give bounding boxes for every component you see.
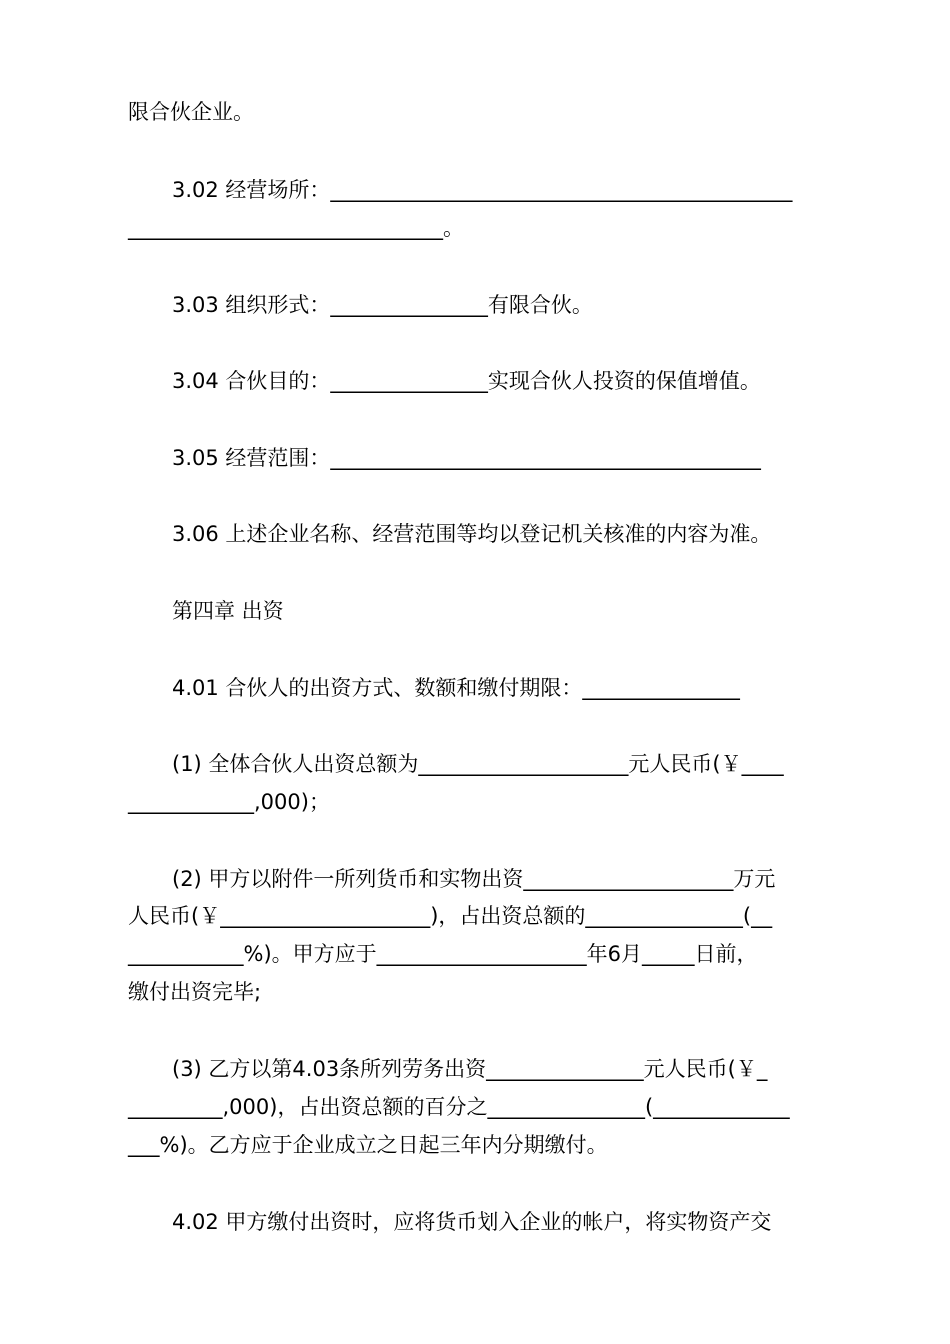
clause-3-02-continuation: ______________________________。 [128,216,464,240]
item-2-continuation-2: ___________%)。甲方应于____________________年6月_____日前， [128,942,758,966]
item-3-continuation-2: ___%)。乙方应于企业成立之日起三年内分期缴付。 [128,1133,608,1157]
clause-3-04-partnership-purpose: 3.04 合伙目的：_______________实现合伙人投资的保值增值。 [172,369,761,393]
clause-3-06-registration-note: 3.06 上述企业名称、经营范围等均以登记机关核准的内容为准。 [172,522,772,546]
clause-3-05-business-scope: 3.05 经营范围：_________________________________________ [172,446,761,470]
item-3-party-b-contribution: (3) 乙方以第4.03条所列劳务出资_______________元人民币(￥_ [172,1057,768,1081]
item-2-party-a-contribution: (2) 甲方以附件一所列货币和实物出资____________________万元 [172,867,776,891]
chapter-4-heading: 第四章 出资 [172,599,284,623]
clause-3-03-organization-form: 3.03 组织形式：_______________有限合伙。 [172,293,593,317]
item-2-continuation-1: 人民币(￥____________________)，占出资总额的_______________(__ [128,904,773,928]
item-3-continuation-1: _________,000)，占出资总额的百分之_______________(_____________ [128,1095,790,1119]
item-1-total-contribution: (1) 全体合伙人出资总额为____________________元人民币(￥____ [172,752,784,776]
item-2-continuation-3: 缴付出资完毕; [128,980,262,1004]
text-line-continuation: 限合伙企业。 [128,100,254,124]
clause-3-02-business-location: 3.02 经营场所：____________________________________________ [172,178,793,202]
item-1-continuation: ____________,000)； [128,790,330,814]
clause-4-01-contribution: 4.01 合伙人的出资方式、数额和缴付期限：_______________ [172,676,740,700]
clause-4-02-payment: 4.02 甲方缴付出资时，应将货币划入企业的帐户，将实物资产交 [172,1210,772,1234]
